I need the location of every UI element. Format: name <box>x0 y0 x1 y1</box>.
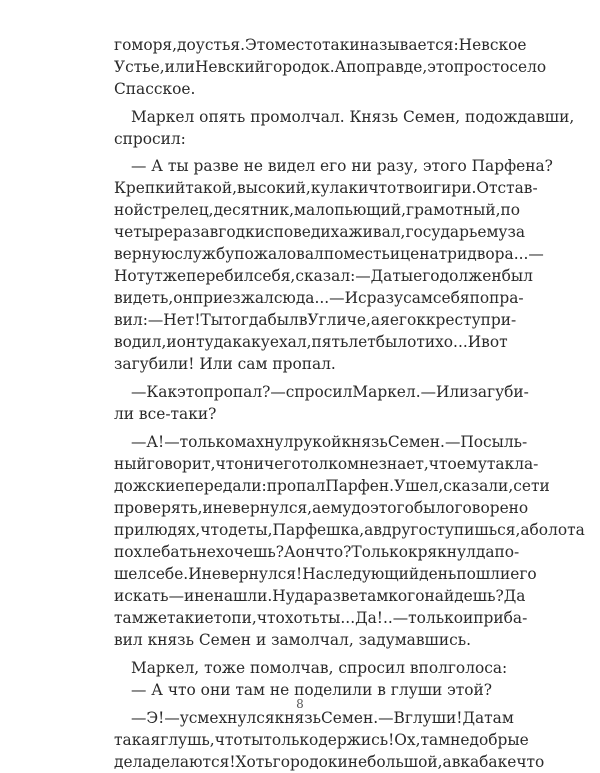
text-line <box>114 221 526 243</box>
text-line <box>114 287 524 309</box>
word: водил, <box>114 333 167 351</box>
word: Это <box>244 36 275 54</box>
word: три <box>438 245 468 263</box>
word: Ушел, <box>394 477 444 495</box>
word: Ну <box>272 587 295 605</box>
word: глушь, <box>160 731 215 749</box>
word: год <box>218 223 246 241</box>
word: — <box>147 311 164 329</box>
word: что <box>214 731 243 749</box>
word: себе. <box>147 565 189 583</box>
word: стрелец, <box>143 201 214 219</box>
word: и <box>166 333 177 351</box>
word: не <box>359 455 379 473</box>
word: — <box>131 709 147 727</box>
word: да <box>475 543 495 561</box>
text-line <box>114 751 545 773</box>
word: что <box>200 521 229 539</box>
word: вдруг <box>373 521 419 539</box>
word: исповеди <box>254 223 331 241</box>
word: Семен. <box>387 433 445 451</box>
word: этого <box>370 499 414 517</box>
word: — <box>329 289 345 307</box>
word: Хоть <box>235 753 273 771</box>
word: сюда... <box>273 289 330 307</box>
word: и <box>463 609 474 627</box>
word: тут <box>136 267 163 285</box>
word: ты <box>242 731 264 749</box>
text-line <box>114 243 544 265</box>
text-line <box>114 56 547 78</box>
word: пропал <box>266 477 326 495</box>
word: говорит, <box>146 455 216 473</box>
word: ла- <box>514 455 539 473</box>
word: тихо... <box>416 333 468 351</box>
text-line <box>114 585 526 607</box>
word: — <box>420 383 436 401</box>
word: — <box>131 383 147 401</box>
text-line <box>114 541 520 563</box>
word: что <box>428 455 457 473</box>
word: На <box>302 565 325 583</box>
word: четыре <box>114 223 174 241</box>
word: ему <box>456 455 487 473</box>
word: там <box>114 609 144 627</box>
word: это <box>177 383 204 401</box>
word: устья. <box>195 36 245 54</box>
word: был <box>267 311 299 329</box>
text-line <box>114 497 529 519</box>
word: просто <box>453 58 510 76</box>
word: городок. <box>264 58 335 76</box>
text-line: — А ты разве не видел его ни разу, этого Парфена? <box>131 157 553 175</box>
text-line <box>114 453 539 475</box>
word: — <box>392 609 409 627</box>
word: что? <box>315 543 352 561</box>
word: был <box>501 267 533 285</box>
word: уехал, <box>260 333 312 351</box>
word: ему <box>477 223 508 241</box>
word: сразу <box>357 289 404 307</box>
word: князь <box>274 709 321 727</box>
word: ной <box>114 201 144 219</box>
word: это <box>427 58 454 76</box>
word: не <box>201 565 221 583</box>
word: по <box>500 201 521 219</box>
word: Невское <box>458 36 527 54</box>
text-line: — А что они там не поделили в глуши этой? <box>131 681 493 699</box>
word: оступишься, <box>418 521 521 539</box>
word: го <box>114 36 132 54</box>
word: пять <box>311 333 349 351</box>
word: а <box>520 521 530 539</box>
word: что <box>516 753 545 771</box>
word: он <box>295 543 316 561</box>
word: пошли <box>456 565 511 583</box>
word: — <box>168 587 184 605</box>
word: а <box>364 521 374 539</box>
word: там <box>358 587 389 605</box>
word: Ты <box>200 311 224 329</box>
word: и <box>202 499 213 517</box>
text-line <box>114 607 528 629</box>
word: болота <box>529 521 585 539</box>
word: высокий, <box>237 179 311 197</box>
word: и <box>337 753 348 771</box>
word: вот <box>481 333 508 351</box>
page-number: 8 <box>296 697 304 711</box>
word: Отстав- <box>476 179 538 197</box>
text-line <box>131 431 528 453</box>
word: туда <box>196 333 233 351</box>
word: Да <box>462 709 485 727</box>
word: государь <box>405 223 478 241</box>
word: крякнул <box>407 543 476 561</box>
word: сам <box>403 289 433 307</box>
word: двора... <box>467 245 529 263</box>
word: такой, <box>185 179 237 197</box>
word: усмехнулся <box>179 709 275 727</box>
word: что <box>368 179 397 197</box>
word: такая <box>114 731 161 749</box>
word: ный <box>114 455 147 473</box>
word: Посыль- <box>460 433 528 451</box>
word: — <box>355 267 371 285</box>
word: говорено <box>454 499 529 517</box>
word: — <box>164 709 180 727</box>
word: там <box>484 709 514 727</box>
text-line: вил князь Семен и замолчал, задумавшись. <box>114 631 471 649</box>
word: Да <box>503 587 526 605</box>
word: было <box>375 333 417 351</box>
text-line <box>131 381 529 403</box>
word: сети <box>513 477 550 495</box>
word: людях, <box>144 521 201 539</box>
word: нашли. <box>213 587 273 605</box>
word: ты, <box>246 521 273 539</box>
word: Крепкий <box>114 179 186 197</box>
word: только <box>408 609 463 627</box>
word: приезжал <box>192 289 274 307</box>
word: к <box>416 311 426 329</box>
word: десятник, <box>213 201 295 219</box>
word: не <box>196 543 216 561</box>
word: — <box>131 433 147 451</box>
word: небольшой, <box>347 753 443 771</box>
word: Да <box>370 267 393 285</box>
word: тогда <box>223 311 268 329</box>
word: А <box>334 58 347 76</box>
word: ты... <box>319 609 356 627</box>
word: ему <box>321 499 352 517</box>
text-line: загубили! Или сам пропал. <box>114 355 336 373</box>
word: И <box>188 565 202 583</box>
word: — <box>444 433 461 451</box>
word: кого <box>388 587 425 605</box>
word: Нет! <box>163 311 201 329</box>
word: не <box>194 587 214 605</box>
text-line <box>114 34 527 56</box>
word: пропал? <box>203 383 271 401</box>
word: ты <box>392 267 414 285</box>
word: — <box>528 245 544 263</box>
word: в <box>298 311 308 329</box>
word: хочешь? <box>215 543 284 561</box>
word: что <box>256 609 285 627</box>
word: проверять, <box>114 499 203 517</box>
word: день <box>419 565 457 583</box>
word: сказал: <box>295 267 356 285</box>
word: искать <box>114 587 169 605</box>
text-line <box>114 331 508 353</box>
word: — <box>164 433 180 451</box>
word: глуши! <box>404 709 463 727</box>
word: топи, <box>213 609 257 627</box>
text-line <box>114 177 538 199</box>
word: разве <box>313 587 359 605</box>
word: в <box>451 753 461 771</box>
word: загуби- <box>469 383 529 401</box>
word: при- <box>480 311 517 329</box>
word: видеть, <box>114 289 174 307</box>
word: передали: <box>184 477 267 495</box>
word: село <box>509 58 547 76</box>
word: дела <box>114 753 152 771</box>
word: правде, <box>365 58 428 76</box>
word: да <box>294 587 314 605</box>
word: я <box>380 311 390 329</box>
word: он <box>176 333 197 351</box>
word: хаживал, <box>330 223 406 241</box>
word: следующий <box>324 565 420 583</box>
word: только <box>179 433 235 451</box>
word: должен <box>439 267 502 285</box>
word: малопьющий, <box>294 201 406 219</box>
word: И <box>344 289 358 307</box>
word: Ох, <box>394 731 421 749</box>
word: Невский <box>194 58 265 76</box>
text-line <box>114 563 537 585</box>
word: ничего <box>243 455 301 473</box>
text-line: спросил: <box>114 130 186 148</box>
word: де <box>228 521 247 539</box>
word: приба- <box>473 609 528 627</box>
word: кабаке <box>460 753 517 771</box>
text-line <box>114 729 529 751</box>
word: кресту <box>425 311 481 329</box>
word: пожаловал <box>234 245 324 263</box>
word: И <box>467 333 482 351</box>
word: похлебать <box>114 543 197 561</box>
word: там <box>420 731 451 749</box>
word: и <box>349 36 360 54</box>
word: знает, <box>378 455 429 473</box>
word: сказали, <box>443 477 514 495</box>
word: как <box>232 333 261 351</box>
word: моря, <box>131 36 178 54</box>
word: Но <box>114 267 137 285</box>
word: по- <box>494 543 520 561</box>
word: вил: <box>114 311 148 329</box>
text-line <box>114 265 533 287</box>
word: и <box>183 587 195 605</box>
word: А! <box>146 433 165 451</box>
word: называется: <box>359 36 459 54</box>
word: его <box>413 267 440 285</box>
word: рукой <box>293 433 342 451</box>
word: недобрые <box>450 731 529 749</box>
word: найдешь? <box>424 587 504 605</box>
word: городок <box>272 753 338 771</box>
word: за <box>507 223 526 241</box>
word: а <box>442 753 452 771</box>
word: же <box>143 609 167 627</box>
text-line: Маркел, тоже помолчав, спросил вполголоса: <box>131 659 508 677</box>
word: спросил <box>285 383 353 401</box>
word: Да!.. <box>355 609 393 627</box>
word: Угличе, <box>307 311 371 329</box>
word: грамотный, <box>406 201 501 219</box>
word: такие <box>166 609 214 627</box>
word: не <box>212 499 233 517</box>
text-line: Спасское. <box>114 80 196 98</box>
word: а <box>312 499 322 517</box>
word: махнул <box>234 433 294 451</box>
word: до <box>351 499 371 517</box>
word: Маркел. <box>352 383 421 401</box>
word: Как <box>146 383 178 401</box>
word: же <box>162 267 187 285</box>
word: кулаки <box>310 179 369 197</box>
word: попра- <box>469 289 524 307</box>
word: так <box>486 455 515 473</box>
word: что <box>215 455 244 473</box>
word: вернулся, <box>232 499 313 517</box>
word: Или <box>435 383 470 401</box>
word: или <box>164 58 195 76</box>
word: раза <box>173 223 210 241</box>
word: было <box>413 499 455 517</box>
word: твои <box>396 179 434 197</box>
word: шел <box>114 565 148 583</box>
word: — <box>378 709 394 727</box>
text-line: ли все-таки? <box>114 405 217 423</box>
word: перебил <box>186 267 254 285</box>
text-line: Маркел опять промолчал. Князь Семен, подождавши, <box>131 108 575 126</box>
word: толком <box>300 455 360 473</box>
word: В <box>393 709 405 727</box>
word: его <box>510 565 537 583</box>
word: хоть <box>284 609 320 627</box>
word: службу <box>174 245 235 263</box>
text-line <box>114 309 517 331</box>
text-line <box>114 519 585 541</box>
word: верную <box>114 245 175 263</box>
text-line <box>114 475 550 497</box>
word: на <box>419 245 439 263</box>
word: место <box>274 36 323 54</box>
word: Устье, <box>114 58 165 76</box>
word: дожские <box>114 477 185 495</box>
word: а <box>370 311 381 329</box>
word: его <box>389 311 417 329</box>
word: гири. <box>433 179 477 197</box>
word: до <box>177 36 196 54</box>
word: Парфешка, <box>272 521 365 539</box>
word: А <box>283 543 296 561</box>
text-line <box>114 199 521 221</box>
word: Семен. <box>320 709 379 727</box>
word: при <box>114 521 145 539</box>
word: только <box>263 731 319 749</box>
word: делаются! <box>151 753 236 771</box>
word: Только <box>351 543 408 561</box>
word: лет <box>348 333 376 351</box>
word: Парфен. <box>325 477 395 495</box>
word: он <box>173 289 193 307</box>
word: к <box>245 223 255 241</box>
word: себя, <box>253 267 296 285</box>
word: в <box>209 223 219 241</box>
word: себя <box>432 289 470 307</box>
word: по <box>346 58 366 76</box>
word: князь <box>341 433 388 451</box>
word: вернулся! <box>221 565 303 583</box>
word: так <box>322 36 350 54</box>
word: Э! <box>146 709 165 727</box>
word: держись! <box>318 731 395 749</box>
word: поместьице <box>323 245 420 263</box>
word: — <box>270 383 286 401</box>
